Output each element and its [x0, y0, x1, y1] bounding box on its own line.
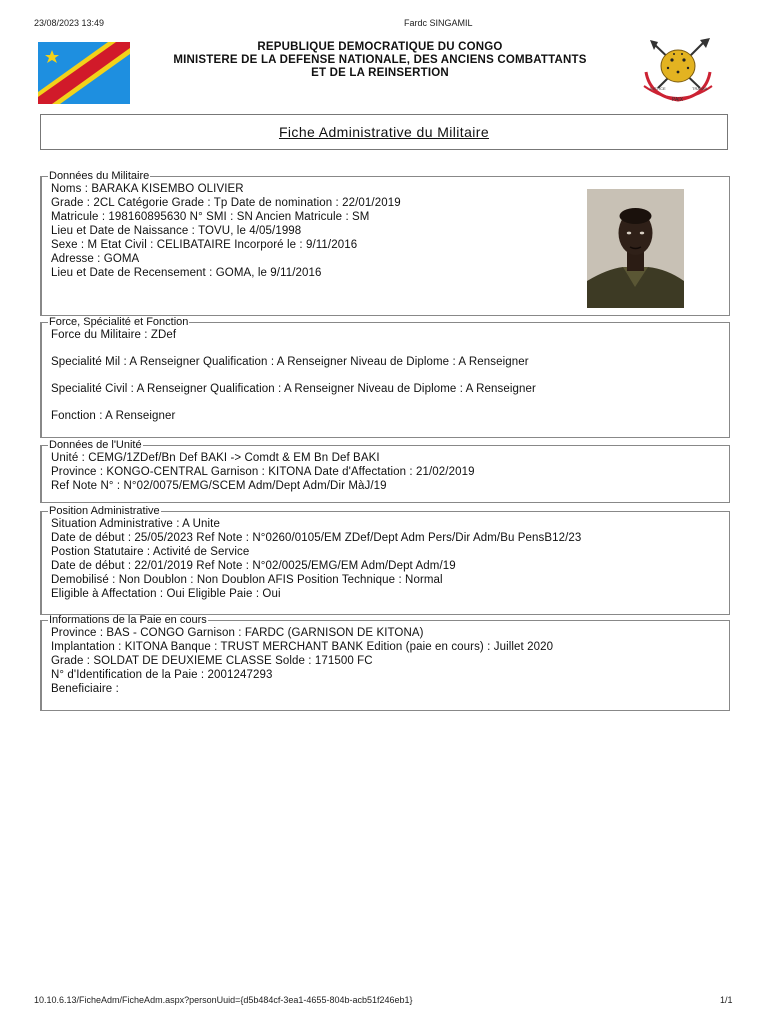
section-legend: Données de l'Unité: [49, 439, 142, 451]
section-legend: Informations de la Paie en cours: [49, 614, 207, 626]
field-unite: Unité : CEMG/1ZDef/Bn Def BAKI -> Comdt & EM Bn Def BAKI: [51, 452, 380, 464]
header-line-ministry-cont: ET DE LA REINSERTION: [311, 67, 449, 79]
svg-text:PAIX: PAIX: [672, 97, 684, 103]
field-paie-grade: Grade : SOLDAT DE DEUXIEME CLASSE Solde : 171500 FC: [51, 655, 373, 667]
field-date-debut-situation: Date de début : 25/05/2023 Ref Note : N°0260/0105/EM ZDef/Dept Adm Pers/Dir Adm/Bu PensB12/23: [51, 532, 582, 544]
field-date-debut-statut: Date de début : 22/01/2019 Ref Note : N°02/0025/EMG/EM Adm/Dept Adm/19: [51, 560, 456, 572]
field-naissance: Lieu et Date de Naissance : TOVU, le 4/05/1998: [51, 225, 302, 237]
field-demobilise: Demobilisé : Non Doublon : Non Doublon AFIS Position Technique : Normal: [51, 574, 443, 586]
field-recensement: Lieu et Date de Recensement : GOMA, le 9/11/2016: [51, 267, 322, 279]
field-grade: Grade : 2CL Catégorie Grade : Tp Date de nomination : 22/01/2019: [51, 197, 401, 209]
print-footer-url: 10.10.6.13/FicheAdm/FicheAdm.aspx?personUuid={d5b484cf-3ea1-4655-804b-acb51f246eb1}: [34, 995, 413, 1005]
field-force: Force du Militaire : ZDef: [51, 329, 177, 341]
field-paie-province: Province : BAS - CONGO Garnison : FARDC (GARNISON DE KITONA): [51, 627, 424, 639]
section-donnees-unite: [40, 439, 730, 503]
print-page-number: 1/1: [720, 995, 733, 1005]
document-title: Fiche Administrative du Militaire: [278, 124, 490, 140]
section-legend: Force, Spécialité et Fonction: [49, 316, 189, 328]
section-position-administrative: [40, 505, 730, 615]
field-matricule: Matricule : 198160895630 N° SMI : SN Ancien Matricule : SM: [51, 211, 370, 223]
field-specialite-mil: Specialité Mil : A Renseigner Qualification : A Renseigner Niveau de Diplome : A Renseigner: [51, 356, 529, 368]
ministry-header: [150, 41, 610, 80]
field-paie-identification: N° d'Identification de la Paie : 2001247293: [51, 669, 273, 681]
coat-of-arms-icon: [640, 38, 716, 106]
field-adresse: Adresse : GOMA: [51, 253, 140, 265]
section-legend: Données du Militaire: [49, 170, 150, 182]
field-noms: Noms : BARAKA KISEMBO OLIVIER: [51, 183, 244, 195]
section-donnees-militaire: [40, 170, 730, 316]
print-datetime: 23/08/2023 13:49: [34, 18, 105, 28]
field-province-garnison: Province : KONGO-CENTRAL Garnison : KITONA Date d'Affectation : 21/02/2019: [51, 466, 475, 478]
svg-text:TRAVAIL: TRAVAIL: [692, 86, 709, 91]
section-legend: Position Administrative: [49, 505, 160, 517]
drc-flag-icon: [38, 42, 130, 104]
field-specialite-civil: Specialité Civil : A Renseigner Qualification : A Renseigner Niveau de Diplome : A Renseigner: [51, 383, 536, 395]
svg-text:JUSTICE: JUSTICE: [649, 86, 666, 91]
soldier-photo: [587, 189, 684, 308]
header-line-country: REPUBLIQUE DEMOCRATIQUE DU CONGO: [257, 41, 503, 53]
field-fonction: Fonction : A Renseigner: [51, 410, 176, 422]
document-title-box: [40, 114, 728, 150]
field-sexe: Sexe : M Etat Civil : CELIBATAIRE Incorporé le : 9/11/2016: [51, 239, 358, 251]
field-paie-beneficiaire: Beneficiaire :: [51, 683, 119, 695]
field-paie-implantation: Implantation : KITONA Banque : TRUST MERCHANT BANK Edition (paie en cours) : Juillet 2020: [51, 641, 554, 653]
field-ref-note: Ref Note N° : N°02/0075/EMG/SCEM Adm/Dept Adm/Dir MàJ/19: [51, 480, 387, 492]
field-position-statutaire: Postion Statutaire : Activité de Service: [51, 546, 250, 558]
field-situation: Situation Administrative : A Unite: [51, 518, 220, 530]
section-paie: [40, 614, 730, 711]
section-force-specialite: [40, 316, 730, 438]
header-line-ministry: MINISTERE DE LA DEFENSE NATIONALE, DES ANCIENS COMBATTANTS: [173, 54, 587, 66]
print-site-name: Fardc SINGAMIL: [404, 18, 473, 28]
field-eligible: Eligible à Affectation : Oui Eligible Paie : Oui: [51, 588, 281, 600]
